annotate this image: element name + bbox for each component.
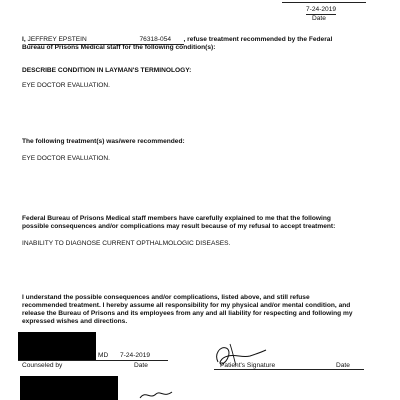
register-number: 76318-054 xyxy=(140,36,184,45)
condition-value: EYE DOCTOR EVALUATION. xyxy=(22,82,110,89)
date-label-1: Date xyxy=(134,362,148,369)
counselor-suffix: MD xyxy=(98,352,109,359)
redacted-witness-name xyxy=(20,376,118,400)
condition-heading: DESCRIBE CONDITION IN LAYMAN'S TERMINOLOGY: xyxy=(22,67,192,74)
treatment-heading: The following treatment(s) was/were recommended: xyxy=(22,138,185,145)
statement-line-1-rest: , refuse treatment recommended by the Federal xyxy=(183,36,333,43)
patient-name: JEFFREY EPSTEIN xyxy=(28,36,140,45)
date-label-2: Date xyxy=(336,362,350,369)
top-rule xyxy=(282,2,366,3)
redacted-counselor-name xyxy=(18,332,96,360)
counselor-signature-line xyxy=(18,360,168,361)
statement-line-2: Bureau of Prisons Medical staff for the following condition(s): xyxy=(22,44,216,51)
consequences-value: INABILITY TO DIAGNOSE CURRENT OPTHALMOLOGIC DISEASES. xyxy=(22,240,231,247)
statement-prefix: I, xyxy=(22,36,26,43)
header-date-value: 7-24-2019 xyxy=(306,6,337,13)
treatment-value: EYE DOCTOR EVALUATION. xyxy=(22,155,110,162)
counselor-date: 7-24-2019 xyxy=(120,352,151,359)
counseled-by-label: Counseled by xyxy=(22,362,63,369)
consequences-line-2: possible consequences and/or complications may result because of my refusal to accept treatment: xyxy=(22,223,336,230)
acknowledgement-line-1: I understand the possible consequences and/or complications, listed above, and still refuse xyxy=(22,294,310,301)
consequences-line-1: Federal Bureau of Prisons Medical staff members have carefully explained to me that the following xyxy=(22,215,331,222)
patient-signature-label: Patient's Signature xyxy=(220,362,276,369)
header-date-label: Date xyxy=(312,15,326,22)
acknowledgement-line-4: expressed wishes and directions. xyxy=(22,318,128,325)
witness-signature-mark xyxy=(138,388,178,400)
acknowledgement-line-3: release the Bureau of Prisons and its employees from any and all liability for respecting and following my xyxy=(22,310,353,317)
acknowledgement-line-2: recommended treatment. I hereby assume all responsibility for my physical and/or mental condition, and xyxy=(22,302,351,309)
